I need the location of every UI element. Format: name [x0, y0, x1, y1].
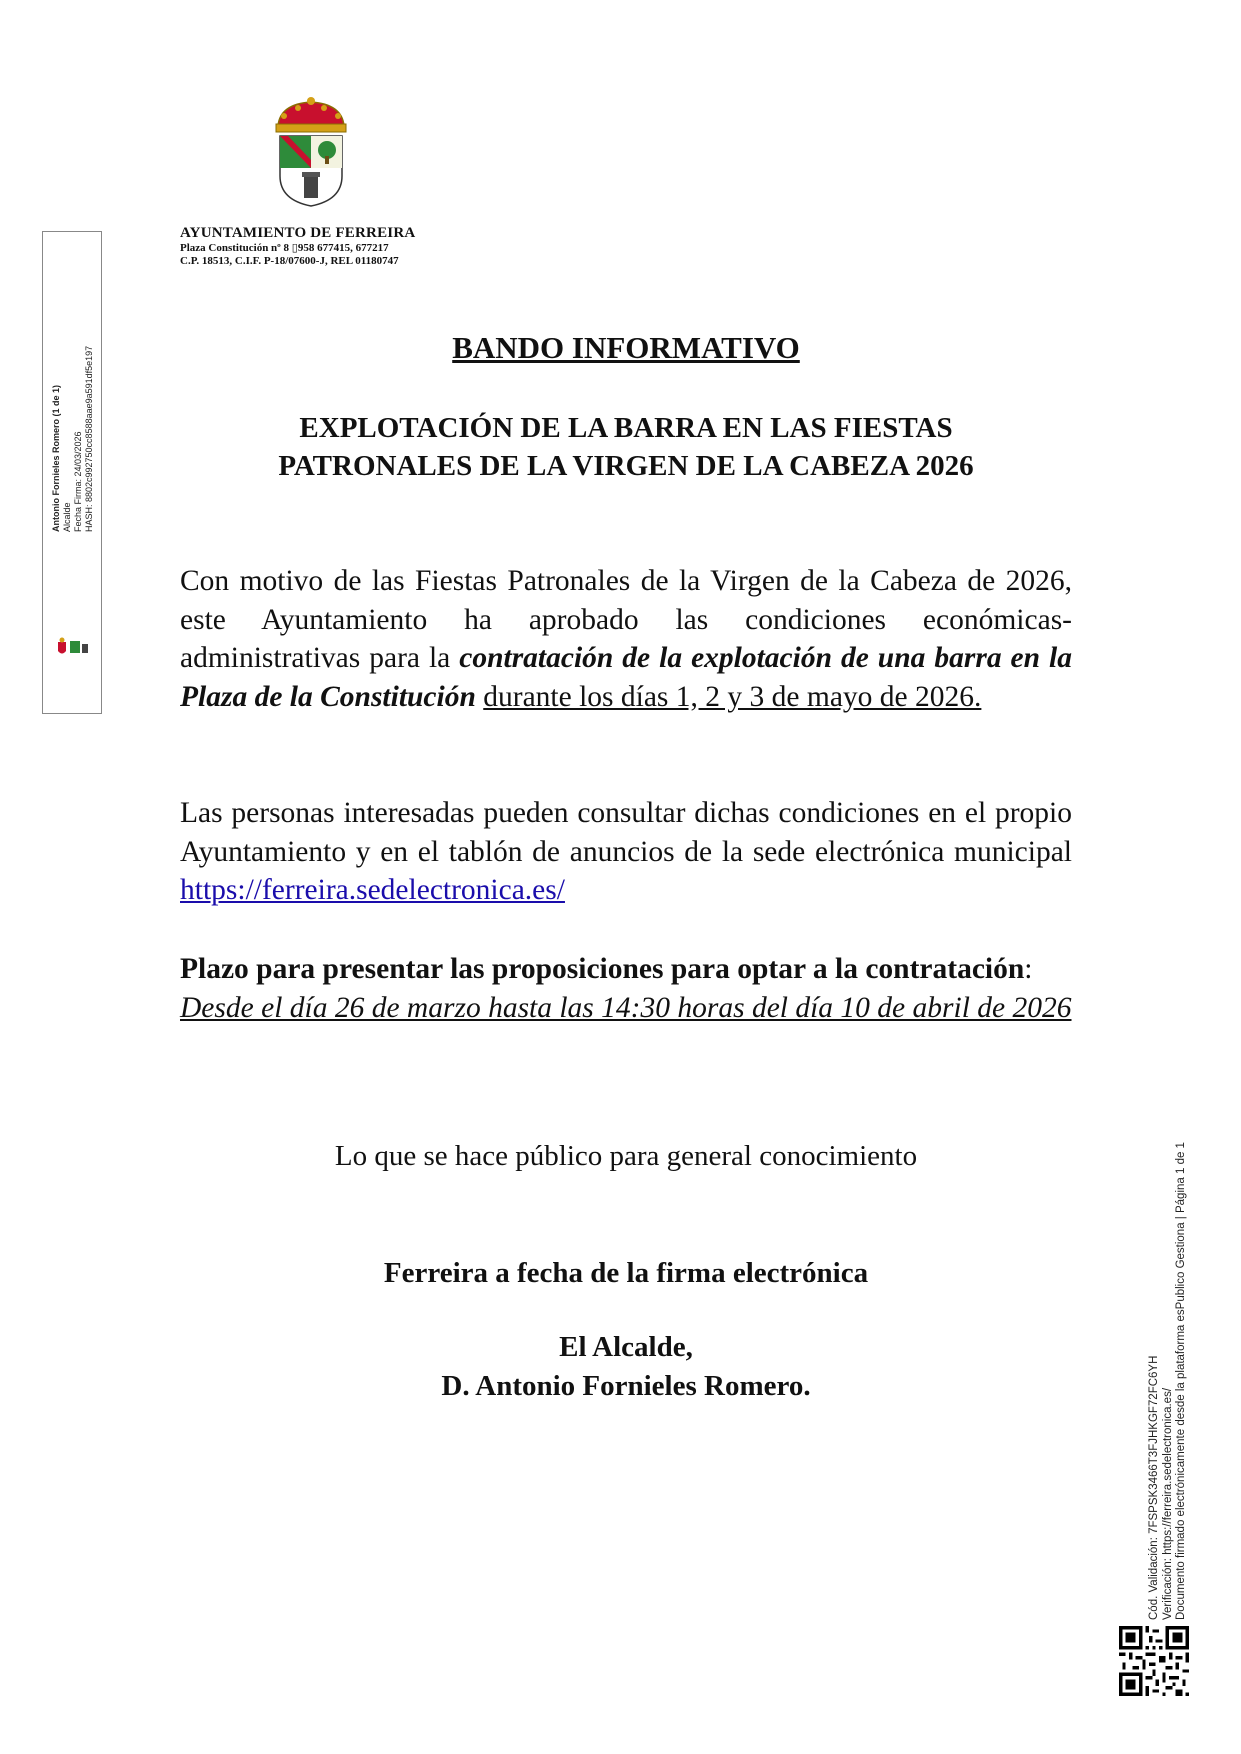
paragraph-plazo [180, 950, 1072, 1027]
public-notice: Lo que se hace público para general conocimiento [334, 1140, 918, 1172]
para1-dates: durante los días 1, 2 y 3 de mayo de 2026. [483, 680, 982, 713]
paragraph-consulta [180, 794, 1072, 910]
signature-date: Fecha Firma: 24/03/2026 [73, 431, 83, 532]
para1-text: Con motivo de las Fiestas Patronales de la Virgen de la Cabeza de 2026, este Ayuntamiento ha aprobado las condiciones económicas-administrativas para la [180, 565, 1072, 674]
deadline-colon: : [1024, 953, 1033, 985]
verification-code: Cód. Validación: 7FSPSK3466T3FJHKGF72FC6YH [1148, 1355, 1160, 1620]
closing-place-date: Ferreira a fecha de la firma electrónica [383, 1257, 869, 1289]
coat-of-arms-icon [270, 96, 352, 208]
verification-footer: Documento firmado electrónicamente desde la plataforma esPublico Gestiona | Página 1 de 1 [1175, 1142, 1187, 1620]
sede-electronica-link[interactable]: https://ferreira.sedelectronica.es/ [180, 874, 565, 906]
signature-stamp-box [42, 231, 102, 714]
municipality-header [180, 225, 415, 268]
para2-text: Las personas interesadas pueden consultar dichas condiciones en el propio Ayuntamiento y en el tablón de anuncios de la sede electrónica municipal [180, 797, 1072, 868]
signature-stamp-text [51, 346, 95, 532]
verification-url: Verificación: https://ferreira.sedelectronica.es/ [1161, 1387, 1174, 1620]
closing-name: D. Antonio Fornieles Romero. [441, 1370, 811, 1402]
para1-bold-italic: contratación de la explotación de una barra en la Plaza de la Constitución [180, 642, 1072, 713]
org-address-line1: Plaza Constitución nº 8 ▯958 677415, 677217 [180, 242, 389, 255]
qr-code-icon[interactable] [1119, 1626, 1189, 1696]
document-title: BANDO INFORMATIVO [452, 330, 800, 365]
signer-role: Alcalde [62, 502, 72, 532]
deadline-dates: Desde el día 26 de marzo hasta las 14:30 horas del día 10 de abril de 2026 [180, 991, 1072, 1024]
signer-name: Antonio Fornieles Romero (1 de 1) [51, 384, 61, 532]
org-name: AYUNTAMIENTO DE FERREIRA [180, 225, 416, 241]
verification-text [1148, 1142, 1189, 1620]
deadline-heading: Plazo para presentar las proposiciones para optar a la contratación [180, 953, 1025, 985]
mini-crest-icon [55, 636, 91, 658]
document-subtitle [180, 409, 1072, 485]
subtitle-line-1: EXPLOTACIÓN DE LA BARRA EN LAS FIESTAS [299, 412, 953, 444]
paragraph-motivo [180, 562, 1072, 716]
closing-signature [180, 1328, 1072, 1406]
org-address-line2: C.P. 18513, C.I.F. P-18/07600-J, REL 01180747 [180, 254, 399, 267]
closing-role: El Alcalde, [559, 1331, 693, 1363]
subtitle-line-2: PATRONALES DE LA VIRGEN DE LA CABEZA 2026 [278, 450, 974, 482]
signature-hash: HASH: 8802c992750cc8588aae9a591df5e197 [84, 345, 94, 532]
